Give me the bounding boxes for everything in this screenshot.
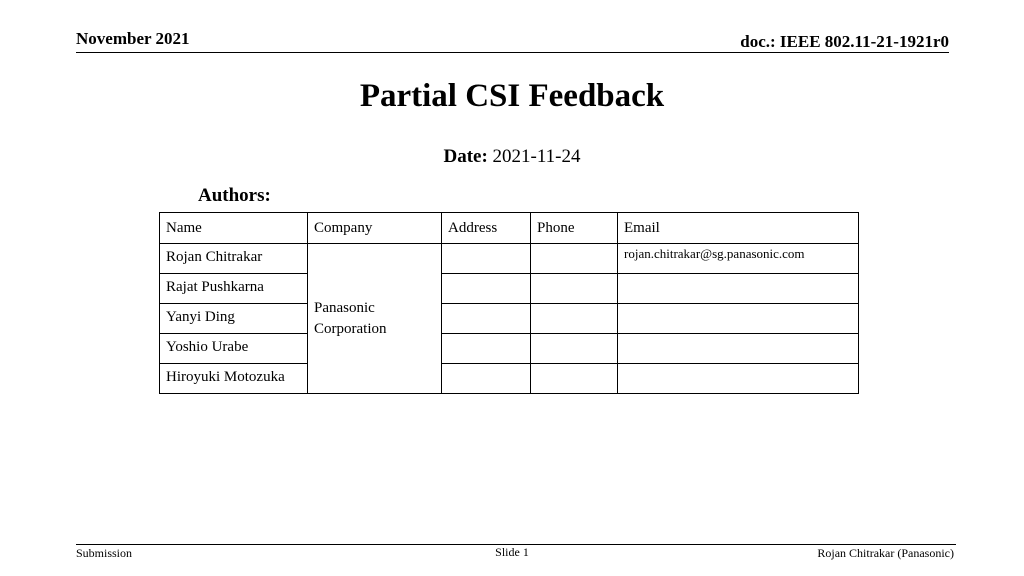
author-phone [531,304,618,334]
author-email [618,334,859,364]
footer-author: Rojan Chitrakar (Panasonic) [817,546,954,560]
header-rule [76,52,949,53]
author-phone [531,364,618,394]
table-row [160,274,859,304]
footer-submission: Submission [76,546,133,560]
author-email [618,274,859,304]
table-row [160,244,859,274]
author-email [618,364,859,394]
date-value: 2021-11-24 [492,146,581,167]
author-phone [531,244,618,274]
column-header-address: Address [442,213,531,244]
authors-table [159,212,859,394]
author-name: Yanyi Ding [160,304,308,334]
authors-heading: Authors: [198,185,271,206]
table-row [160,364,859,394]
author-address [442,244,531,274]
column-header-name: Name [160,213,308,244]
author-email [618,304,859,334]
author-company: Panasonic Corporation [308,244,442,394]
column-header-phone: Phone [531,213,618,244]
author-phone [531,274,618,304]
author-address [442,364,531,394]
slide-title: Partial CSI Feedback [359,78,665,114]
date-line [0,146,1024,168]
author-address [442,274,531,304]
table-header-row [160,213,859,244]
date-label: Date: [443,146,488,167]
header-date: November 2021 [76,29,190,48]
table-row [160,304,859,334]
author-email: rojan.chitrakar@sg.panasonic.com [618,244,859,274]
author-name: Hiroyuki Motozuka [160,364,308,394]
author-address [442,334,531,364]
author-name: Rojan Chitrakar [160,244,308,274]
table-row [160,334,859,364]
column-header-email: Email [618,213,859,244]
footer-slide-number: Slide 1 [495,545,529,559]
author-phone [531,334,618,364]
author-name: Yoshio Urabe [160,334,308,364]
author-name: Rajat Pushkarna [160,274,308,304]
author-address [442,304,531,334]
column-header-company: Company [308,213,442,244]
header-doc-id: doc.: IEEE 802.11-21-1921r0 [740,32,949,51]
